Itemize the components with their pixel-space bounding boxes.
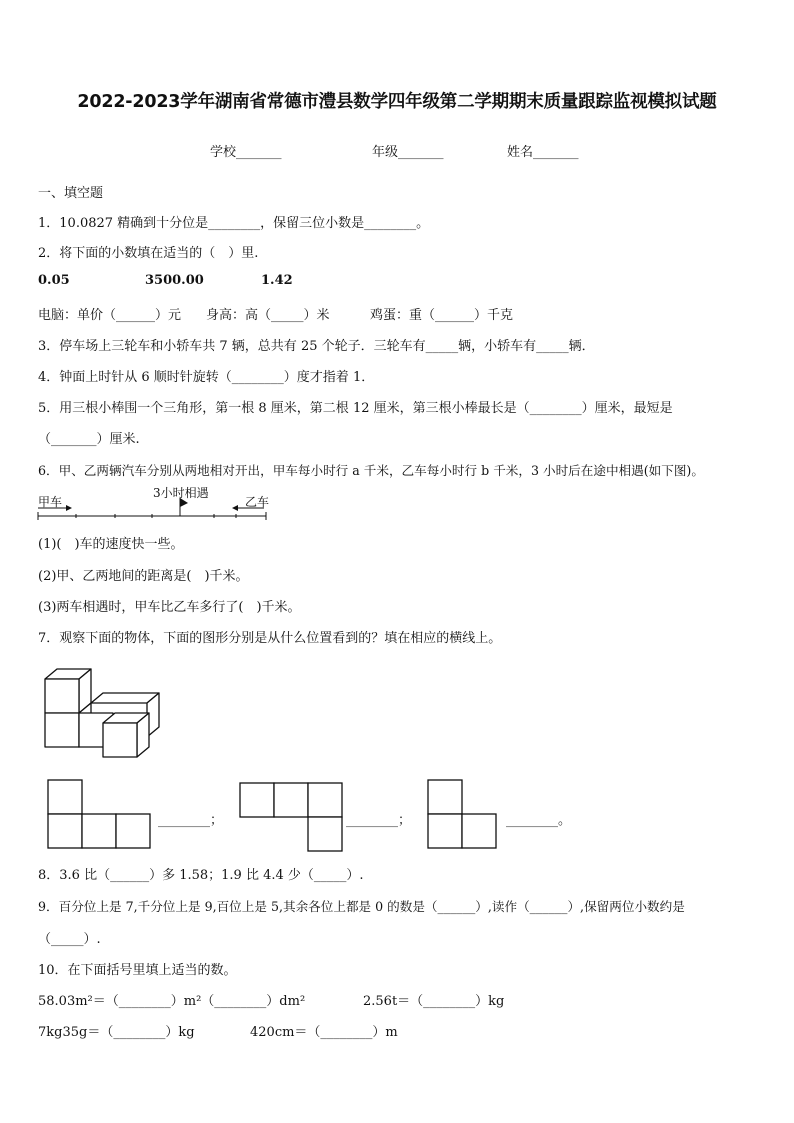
grid-square [428,814,462,848]
grid-square [428,780,462,814]
q2-number-1: 0.05 [38,273,70,288]
diagram-label-meet: 3小时相遇 [153,486,209,500]
question-9-continued: （_____）. [38,932,101,947]
grid-square [274,783,308,817]
question-3: 3．停车场上三轮车和小轿车共 7 辆，总共有 25 个轮子．三轮车有_____辆，小轿车有_____辆． [38,339,595,354]
grid-square [48,780,82,814]
question-9: 9．百分位上是 7,千分位上是 9,百位上是 5,其余各位上都是 0 的数是（______）,读作（______）,保留两位小数约是 [38,899,685,914]
q2-item-egg: 鸡蛋：重（______）千克 [370,308,514,323]
grid-square [462,814,496,848]
car-b-arrowhead-icon [232,505,238,511]
answer-blank-1[interactable]: ________； [158,813,224,828]
question-8: 8．3.6 比（______）多 1.58；1.9 比 4.4 少（_____）. [38,868,364,883]
q10-item-mass-t: 2.56t＝（________）kg [363,994,505,1009]
cube-front-face [45,679,79,713]
question-5: 5．用三根小棒围一个三角形，第一根 8 厘米，第二根 12 厘米，第三根小棒最长是（________）厘米，最短是 [38,401,673,416]
grid-square [48,814,82,848]
flag-icon [180,498,188,507]
question-1: 1．10.0827 精确到十分位是________，保留三位小数是________。 [38,216,430,231]
q10-item-mass-kg: 7kg35g＝（________）kg [38,1025,195,1040]
view-figure-2 [239,782,349,854]
q2-item-height: 身高：高（_____）米 [206,308,330,323]
q2-number-2: 3500.00 [145,273,204,288]
car-a-arrowhead-icon [66,505,72,511]
diagram-label-car-a: 甲车 [38,495,63,509]
question-6: 6．甲、乙两辆汽车分别从两地相对开出，甲车每小时行 a 千米，乙车每小时行 b 千米，3 小时后在途中相遇(如下图)。 [38,463,704,478]
question-5-continued: （_______）厘米. [38,432,140,447]
question-6-part-2: (2)甲、乙两地间的距离是( )千米。 [38,569,249,584]
grid-square [82,814,116,848]
answer-blank-3[interactable]: ________。 [506,813,572,828]
view-figure-1 [47,779,157,851]
diagram-label-car-b: 乙车 [245,495,270,509]
question-10: 10．在下面括号里填上适当的数。 [38,963,237,978]
question-6-part-3: (3)两车相遇时，甲车比乙车多行了( )千米。 [38,600,301,615]
grid-square [240,783,274,817]
grid-square [308,783,342,817]
q10-item-length: 420cm＝（________）m [250,1025,398,1040]
question-7: 7．观察下面的物体，下面的图形分别是从什么位置看到的？填在相应的横线上。 [38,631,502,646]
cube-front-face [45,713,79,747]
page-title: 2022-2023学年湖南省常德市澧县数学四年级第二学期期末质量跟踪监视模拟试题 [77,92,717,112]
question-2: 2．将下面的小数填在适当的（ ）里. [38,246,259,261]
section-heading: 一、填空题 [38,186,104,201]
q2-item-computer: 电脑：单价（______）元 [38,308,182,323]
meeting-diagram [36,496,276,526]
school-field: 学校_______ [210,145,282,160]
q10-item-area: 58.03m²＝（________）m²（________）dm² [38,994,306,1009]
cube-front-face [103,723,137,757]
q2-number-3: 1.42 [261,273,293,288]
name-field: 姓名_______ [507,145,579,160]
grid-square [116,814,150,848]
answer-blank-2[interactable]: ________； [346,813,412,828]
question-6-part-1: (1)( )车的速度快一些。 [38,537,184,552]
grid-square [308,817,342,851]
cube-structure-figure [40,664,170,754]
question-4: 4．钟面上时针从 6 顺时针旋转（________）度才指着 1． [38,370,375,385]
grade-field: 年级_______ [372,145,444,160]
